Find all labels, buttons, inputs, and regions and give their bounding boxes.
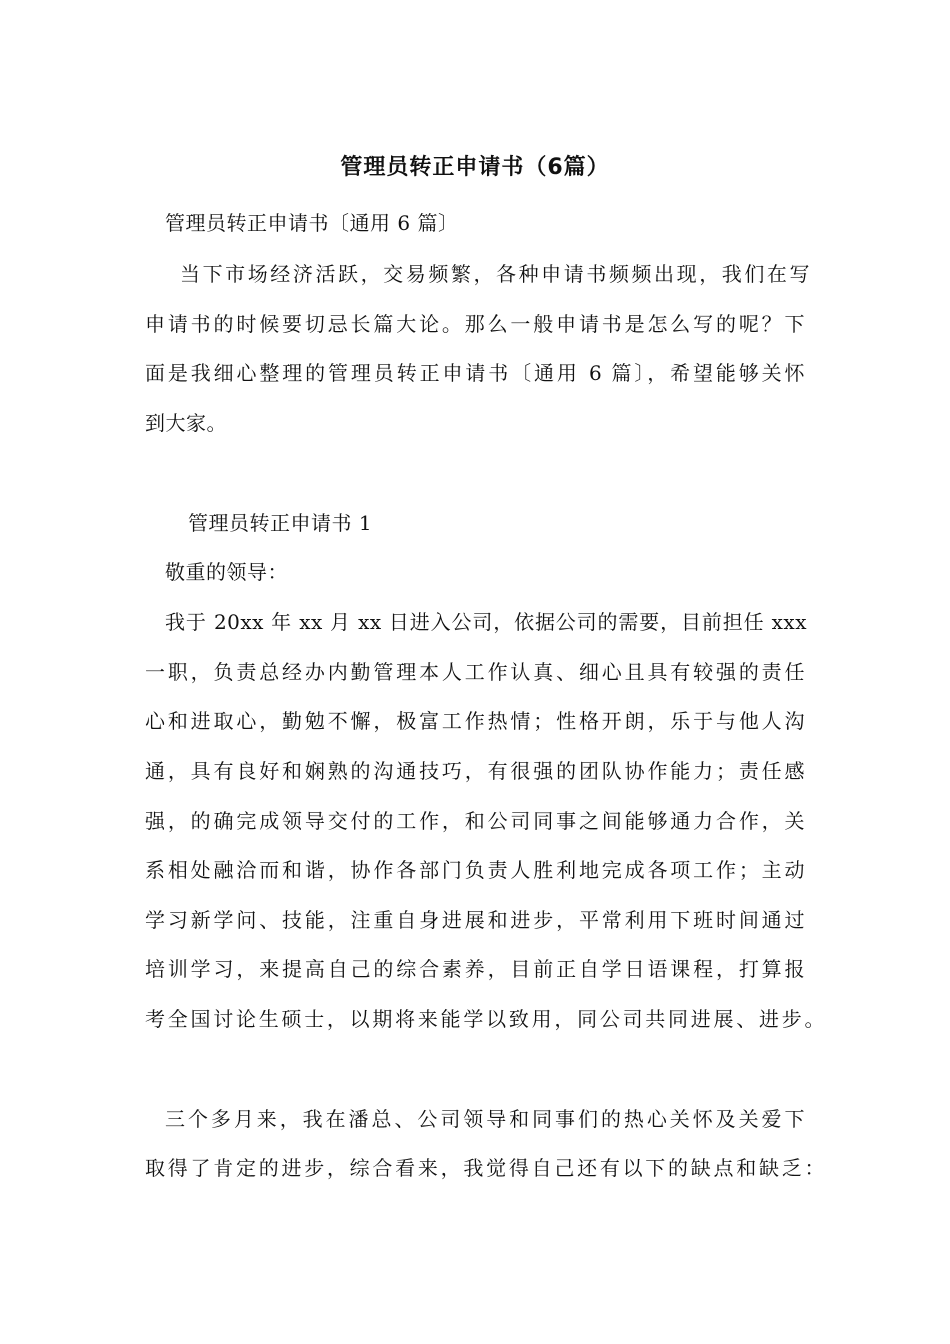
- document-title: 管理员转正申请书（6篇）: [340, 155, 610, 180]
- body-line: 学习新学问、技能，注重自身进展和进步，平常利用下班时间通过: [145, 908, 805, 932]
- body2-line: 取得了肯定的进步，综合看来，我觉得自己还有以下的缺点和缺乏：: [145, 1156, 825, 1180]
- section-heading: 管理员转正申请书 1: [188, 511, 373, 535]
- body-line: 通，具有良好和娴熟的沟通技巧，有很强的团队协作能力；责任感: [145, 759, 805, 783]
- document-subtitle: 管理员转正申请书〔通用 6 篇〕: [165, 211, 459, 235]
- body2-line: 三个多月来，我在潘总、公司领导和同事们的热心关怀及关爱下: [165, 1107, 805, 1131]
- intro-line: 当下市场经济活跃，交易频繁，各种申请书频频出现，我们在写: [180, 262, 810, 286]
- intro-line: 到大家。: [145, 411, 227, 435]
- salutation: 敬重的领导：: [165, 560, 288, 584]
- intro-line: 申请书的时候要切忌长篇大论。那么一般申请书是怎么写的呢？下: [145, 312, 805, 336]
- body-line: 培训学习，来提高自己的综合素养，目前正自学日语课程，打算报: [145, 957, 805, 981]
- intro-line: 面是我细心整理的管理员转正申请书〔通用 6 篇〕，希望能够关怀: [145, 361, 805, 385]
- body-line: 考全国讨论生硕士，以期将来能学以致用，同公司共同进展、进步。: [145, 1007, 825, 1031]
- body-line: 强，的确完成领导交付的工作，和公司同事之间能够通力合作，关: [145, 809, 805, 833]
- body-line: 我于 20xx 年 xx 月 xx 日进入公司，依据公司的需要，目前担任 xxx: [165, 610, 807, 634]
- body-line: 心和进取心，勤勉不懈，极富工作热情；性格开朗，乐于与他人沟: [145, 709, 805, 733]
- body-line: 系相处融洽而和谐，协作各部门负责人胜利地完成各项工作；主动: [145, 858, 805, 882]
- body-line: 一职，负责总经办内勤管理本人工作认真、细心且具有较强的责任: [145, 660, 805, 684]
